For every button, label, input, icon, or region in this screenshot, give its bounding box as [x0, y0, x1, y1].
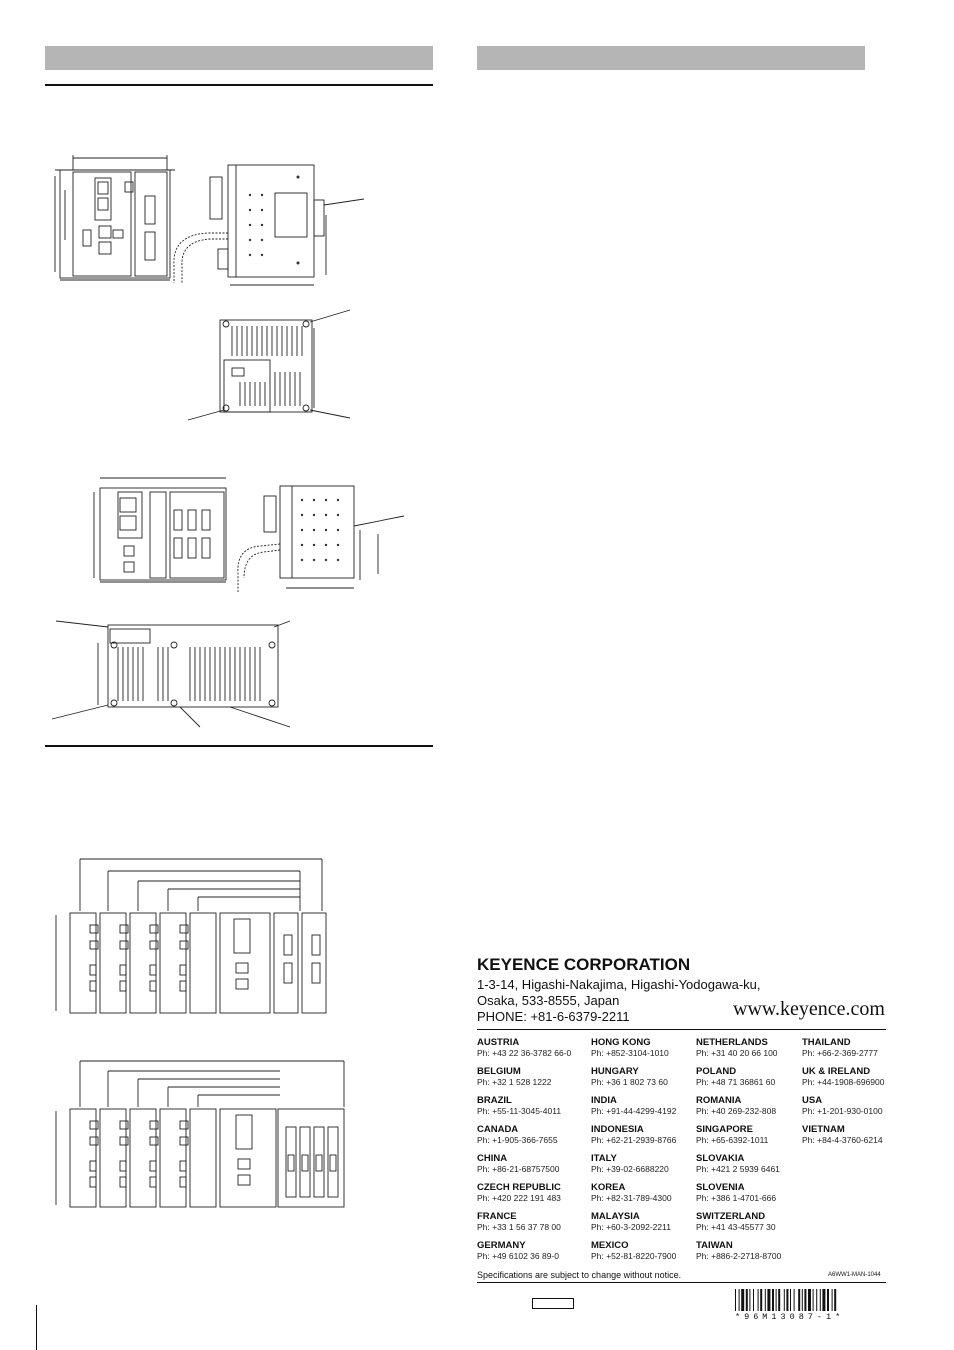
- office-entry: AUSTRIA Ph: +43 22 36-3782 66-0: [477, 1037, 572, 1058]
- barcode-bar: [813, 1289, 814, 1311]
- barcode-bar: [749, 1289, 750, 1311]
- barcode-bar: [758, 1289, 759, 1311]
- office-entry: POLAND Ph: +48 71 36861 60: [696, 1066, 776, 1087]
- company-address-line2: Osaka, 533-8555, Japan: [477, 993, 620, 1008]
- right-section-header-band: [477, 46, 865, 70]
- page-margin-line: [36, 1305, 37, 1350]
- barcode-bar: [794, 1289, 795, 1311]
- barcode-bar: [767, 1289, 770, 1311]
- barcode-bar: [822, 1289, 825, 1311]
- office-list: [477, 1037, 897, 1267]
- office-entry: SWITZERLAND Ph: +41 43-45577 30: [696, 1211, 776, 1232]
- barcode-bar: [746, 1289, 748, 1311]
- office-entry: USA Ph: +1-201-930-0100: [802, 1095, 883, 1116]
- barcode-bar: [735, 1289, 736, 1311]
- document-code: A6WW1-MAN-1044: [828, 1272, 881, 1278]
- barcode-bar: [786, 1289, 788, 1311]
- office-entry: GERMANY Ph: +49 6102 36 89-0: [477, 1240, 559, 1261]
- label-box: [532, 1298, 574, 1309]
- barcode-bar: [816, 1289, 817, 1311]
- barcode-bar: [808, 1289, 811, 1311]
- office-entry: TAIWAN Ph: +886-2-2718-8700: [696, 1240, 782, 1261]
- spec-notice: Specifications are subject to change without notice.: [477, 1270, 682, 1280]
- office-entry: BRAZIL Ph: +55-11-3045-4011: [477, 1095, 562, 1116]
- dimension-drawing-front-2: [90, 470, 240, 590]
- company-address-line1: 1-3-14, Higashi-Nakajima, Higashi-Yodogawa-ku,: [477, 977, 761, 992]
- left-section-rule-middle: [45, 745, 433, 747]
- barcode-bar: [784, 1289, 785, 1311]
- dimension-drawing-top-2: [50, 615, 300, 730]
- barcode-bar: [804, 1289, 806, 1311]
- office-list-divider: [477, 1029, 886, 1030]
- barcode-text: *96M13087-1*: [735, 1312, 845, 1322]
- barcode-bar: [802, 1289, 803, 1311]
- office-entry: VIETNAM Ph: +84-4-3760-6214: [802, 1124, 883, 1145]
- barcode-bar: [741, 1289, 744, 1311]
- footer-divider: [477, 1282, 886, 1283]
- barcode-bar: [765, 1289, 766, 1311]
- office-entry: ROMANIA Ph: +40 269-232-808: [696, 1095, 777, 1116]
- barcode-bar: [739, 1289, 740, 1311]
- office-entry: CZECH REPUBLIC Ph: +420 222 191 483: [477, 1182, 561, 1203]
- office-entry: SINGAPORE Ph: +65-6392-1011: [696, 1124, 769, 1145]
- office-entry: SLOVAKIA Ph: +421 2 5939 6461: [696, 1153, 780, 1174]
- dimension-drawing-side-1: [170, 155, 370, 295]
- barcode-bar: [778, 1289, 780, 1311]
- assembly-drawing-2: [50, 1055, 350, 1215]
- dimension-drawing-top-1: [180, 300, 370, 430]
- company-name: KEYENCE CORPORATION: [477, 955, 691, 974]
- barcode-bar: [772, 1289, 774, 1311]
- office-entry: MALAYSIA Ph: +60-3-2092-2211: [591, 1211, 671, 1232]
- office-entry: NETHERLANDS Ph: +31 40 20 66 100: [696, 1037, 778, 1058]
- company-website[interactable]: www.keyence.com: [733, 998, 885, 1020]
- barcode-bar: [760, 1289, 762, 1311]
- office-entry: SLOVENIA Ph: +386 1-4701-666: [696, 1182, 777, 1203]
- office-entry: HUNGARY Ph: +36 1 802 73 60: [591, 1066, 668, 1087]
- left-section-rule-top: [45, 84, 433, 86]
- barcode-bar: [798, 1289, 800, 1311]
- barcode-bar: [820, 1289, 821, 1311]
- office-entry: INDIA Ph: +91-44-4299-4192: [591, 1095, 677, 1116]
- dimension-drawing-side-2: [230, 470, 410, 600]
- office-entry: BELGIUM Ph: +32 1 528 1222: [477, 1066, 552, 1087]
- company-phone: PHONE: +81-6-6379-2211: [477, 1009, 630, 1024]
- barcode-icon: [735, 1289, 885, 1311]
- left-section-header-band: [45, 46, 433, 70]
- office-entry: CHINA Ph: +86-21-68757500: [477, 1153, 560, 1174]
- assembly-drawing-1: [50, 855, 330, 1020]
- barcode-bar: [776, 1289, 777, 1311]
- barcode-bar: [753, 1289, 754, 1311]
- barcode-bar: [827, 1289, 829, 1311]
- barcode-bar: [832, 1289, 833, 1311]
- office-entry: UK & IRELAND Ph: +44-1908-696900: [802, 1066, 885, 1087]
- office-entry: FRANCE Ph: +33 1 56 37 78 00: [477, 1211, 561, 1232]
- office-entry: THAILAND Ph: +66-2-369-2777: [802, 1037, 878, 1058]
- office-entry: KOREA Ph: +82-31-789-4300: [591, 1182, 672, 1203]
- barcode-bar: [790, 1289, 791, 1311]
- office-entry: INDONESIA Ph: +62-21-2939-8766: [591, 1124, 677, 1145]
- office-entry: HONG KONG Ph: +852-3104-1010: [591, 1037, 669, 1058]
- barcode-bar: [834, 1289, 836, 1311]
- office-entry: MEXICO Ph: +52-81-8220-7900: [591, 1240, 677, 1261]
- office-entry: ITALY Ph: +39-02-6688220: [591, 1153, 669, 1174]
- office-entry: CANADA Ph: +1-905-366-7655: [477, 1124, 558, 1145]
